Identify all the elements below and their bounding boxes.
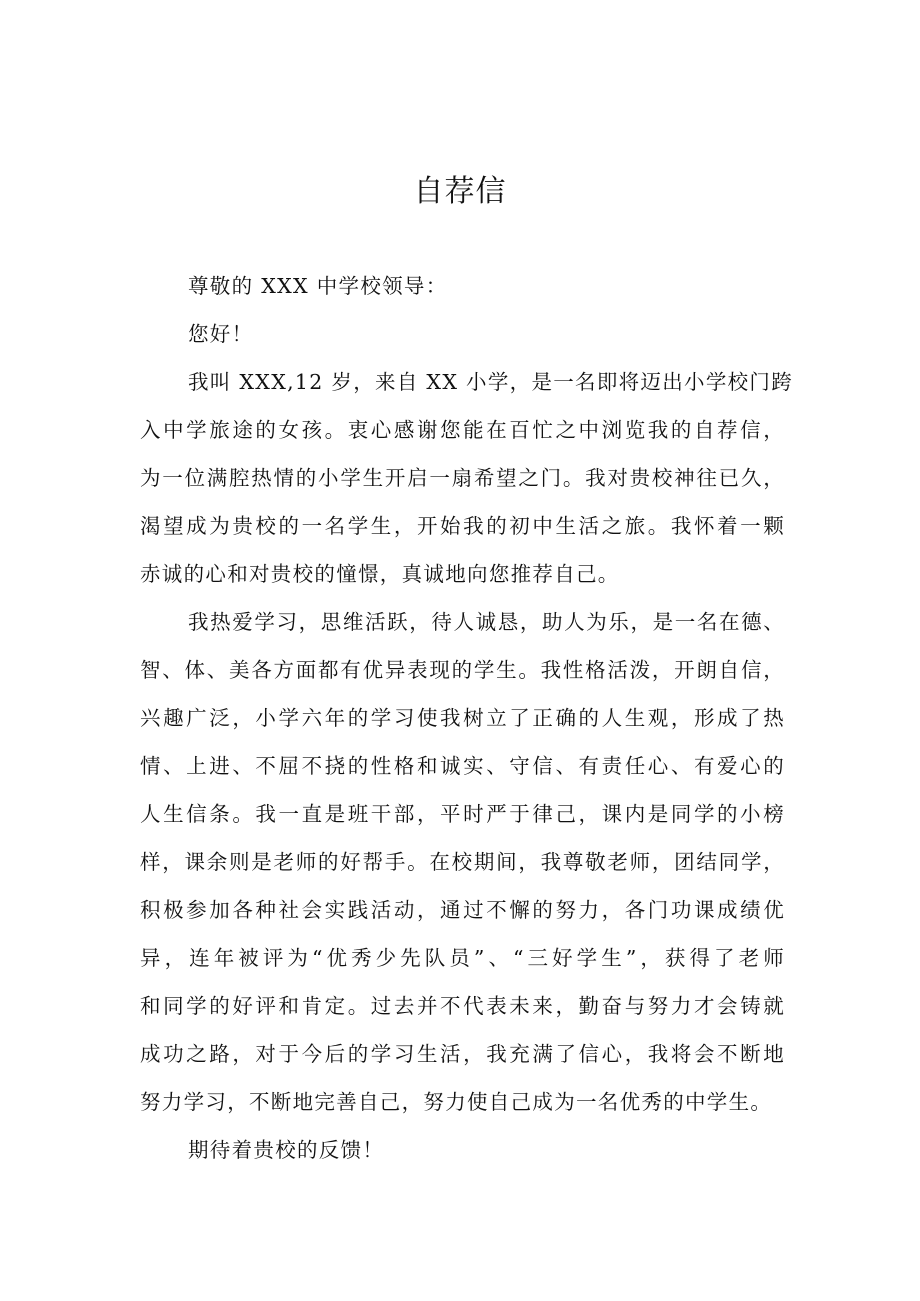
paragraph1-line: 渴望成为贵校的一名学生，开始我的初中生活之旅。我怀着一颗 bbox=[140, 514, 785, 538]
greeting-line: 您好！ bbox=[188, 322, 254, 346]
salutation-line: 尊敬的 XXX 中学校领导： bbox=[188, 274, 448, 298]
paragraph2-line: 样，课余则是老师的好帮手。在校期间，我尊敬老师，团结同学， bbox=[140, 850, 785, 874]
paragraph2-line: 和同学的好评和肯定。过去并不代表未来，勤奋与努力才会铸就 bbox=[140, 994, 785, 1018]
closing-line: 期待着贵校的反馈！ bbox=[188, 1138, 385, 1162]
paragraph1-line: 赤诚的心和对贵校的憧憬，真诚地向您推荐自己。 bbox=[140, 562, 620, 586]
document-title: 自荐信 bbox=[413, 174, 507, 209]
paragraph2-line: 兴趣广泛，小学六年的学习使我树立了正确的人生观，形成了热 bbox=[140, 706, 785, 730]
letter-body bbox=[140, 262, 794, 1174]
paragraph2-line: 人生信条。我一直是班干部，平时严于律己，课内是同学的小榜 bbox=[140, 802, 785, 826]
paragraph2-line: 智、体、美各方面都有优异表现的学生。我性格活泼，开朗自信， bbox=[140, 658, 785, 682]
paragraph2-line: 成功之路，对于今后的学习生活，我充满了信心，我将会不断地 bbox=[140, 1042, 785, 1066]
paragraph1-line: 为一位满腔热情的小学生开启一扇希望之门。我对贵校神往已久， bbox=[140, 466, 785, 490]
paragraph2-line: 努力学习，不断地完善自己，努力使自己成为一名优秀的中学生。 bbox=[140, 1090, 773, 1114]
paragraph2-line: 异，连年被评为“优秀少先队员”、“三好学生”，获得了老师 bbox=[140, 946, 785, 970]
paragraph2-line: 我热爱学习，思维活跃，待人诚恳，助人为乐，是一名在德、 bbox=[188, 610, 785, 634]
paragraph2-line: 积极参加各种社会实践活动，通过不懈的努力，各门功课成绩优 bbox=[140, 898, 785, 922]
paragraph1-line: 我叫 XXX,12 岁，来自 XX 小学，是一名即将迈出小学校门跨 bbox=[188, 370, 794, 394]
paragraph1-line: 入中学旅途的女孩。衷心感谢您能在百忙之中浏览我的自荐信， bbox=[140, 418, 785, 442]
paragraph2-line: 情、上进、不屈不挠的性格和诚实、守信、有责任心、有爱心的 bbox=[140, 754, 785, 778]
